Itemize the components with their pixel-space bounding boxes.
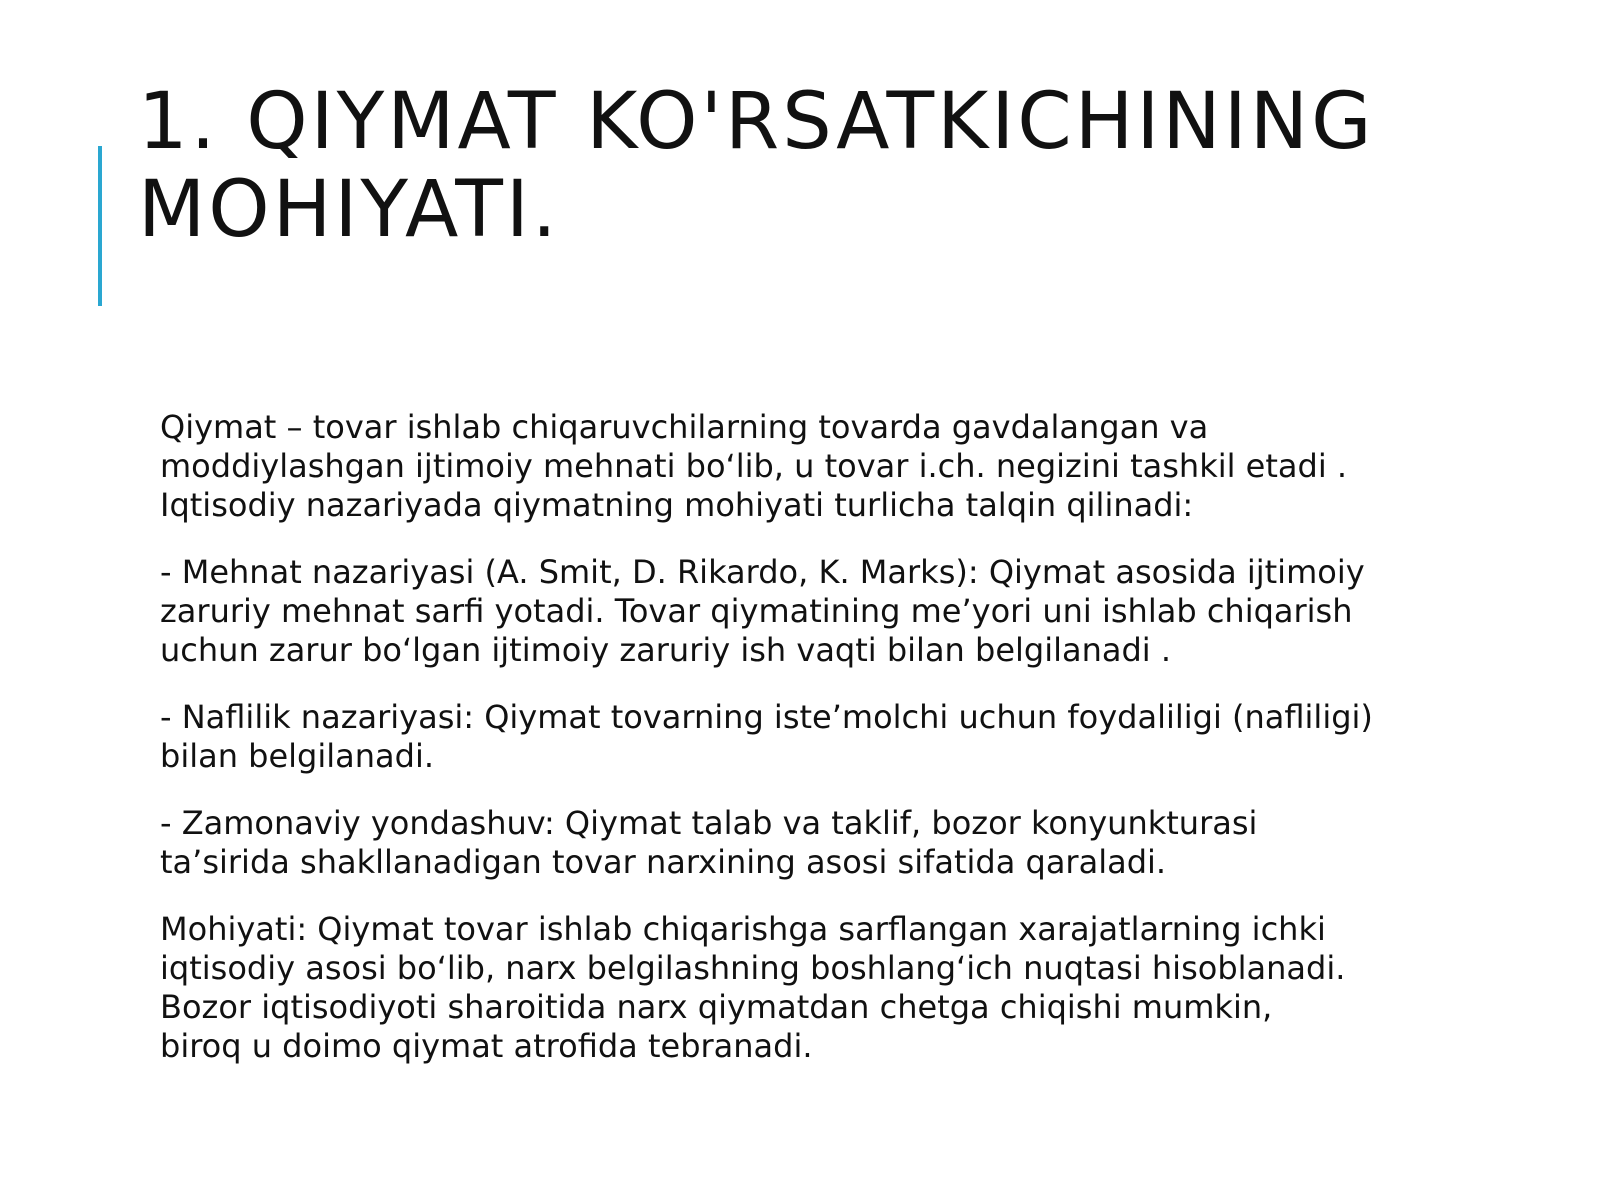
paragraph-line: moddiylashgan ijtimoiy mehnati boʻlib, u tovar i.ch. negizini tashkil etadi .	[160, 447, 1348, 485]
paragraph-line: Mohiyati: Qiymat tovar ishlab chiqarishga sarflangan xarajatlarning ichki	[160, 910, 1326, 948]
paragraph-utility-theory	[160, 698, 1420, 776]
paragraph-definition	[160, 408, 1420, 525]
paragraph-modern-approach	[160, 804, 1420, 882]
paragraph-line: bilan belgilanadi.	[160, 737, 435, 775]
slide-body	[160, 408, 1420, 1094]
paragraph-line: Bozor iqtisodiyoti sharoitida narx qiymatdan chetga chiqishi mumkin,	[160, 988, 1273, 1026]
title-accent-bar	[98, 146, 102, 306]
paragraph-line: Qiymat – tovar ishlab chiqaruvchilarning tovarda gavdalangan va	[160, 408, 1209, 446]
paragraph-line: - Mehnat nazariyasi (A. Smit, D. Rikardo, K. Marks): Qiymat asosida ijtimoiy	[160, 553, 1365, 591]
slide-title	[138, 78, 1558, 254]
paragraph-line: - Zamonaviy yondashuv: Qiymat talab va taklif, bozor konyunkturasi	[160, 804, 1258, 842]
paragraph-labor-theory	[160, 553, 1420, 670]
paragraph-line: biroq u doimo qiymat atrofida tebranadi.	[160, 1027, 813, 1065]
paragraph-essence	[160, 910, 1420, 1066]
paragraph-line: iqtisodiy asosi boʻlib, narx belgilashning boshlangʻich nuqtasi hisoblanadi.	[160, 949, 1346, 987]
paragraph-line: Iqtisodiy nazariyada qiymatning mohiyati turlicha talqin qilinadi:	[160, 486, 1194, 524]
title-line: 1. QIYMAT KO'RSATKICHINING	[138, 77, 1375, 167]
paragraph-line: - Naflilik nazariyasi: Qiymat tovarning iste’molchi uchun foydaliligi (nafliligi)	[160, 698, 1373, 736]
paragraph-line: ta’sirida shakllanadigan tovar narxining asosi sifatida qaraladi.	[160, 843, 1167, 881]
paragraph-line: zaruriy mehnat sarfi yotadi. Tovar qiymatining me’yori uni ishlab chiqarish	[160, 592, 1353, 630]
paragraph-line: uchun zarur boʻlgan ijtimoiy zaruriy ish vaqti bilan belgilanadi .	[160, 631, 1172, 669]
title-line: MOHIYATI.	[138, 165, 560, 255]
